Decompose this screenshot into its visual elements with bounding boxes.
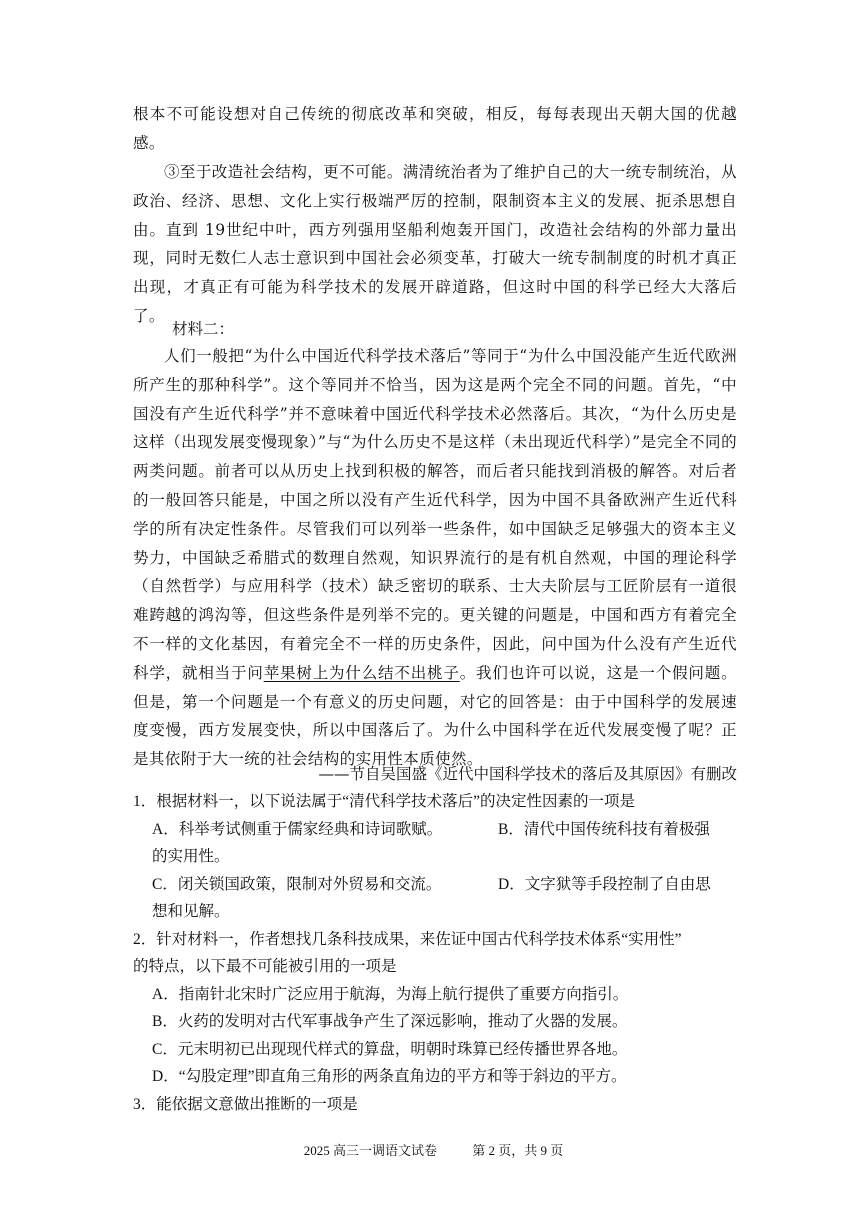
material-two-body (133, 342, 737, 774)
footer-exam-title: 2025 高三一调语文试卷 (303, 1143, 437, 1158)
question-3-stem: 3．能依据文意做出推断的一项是 (133, 1096, 358, 1113)
question-1-option-b: B．清代中国传统科技有着极强 (498, 821, 710, 838)
material-two-underlined-phrase: 苹果树上为什么结不出桃子 (263, 663, 460, 682)
question-2-option-b: B．火药的发明对古代军事战争产生了深远影响，推动了火器的发展。 (152, 1013, 628, 1030)
material-one-paragraph-tail: 根本不可能设想对自己传统的彻底改革和突破，相反，每每表现出天朝大国的优越感。 (133, 105, 737, 152)
question-2-stem: 2．针对材料一，作者想找几条科技成果，来佐证中国古代科学技术体系“实用性” (133, 931, 682, 948)
material-two-body-before: 人们一般把“为什么中国近代科学技术落后”等同于“为什么中国没能产生近代欧洲所产生的那种科学”。这个等同并不恰当，因为这是两个完全不同的问题。首先，“中国没有产生近代科学”并不意味着中国近代科学技术必然落后。其次，“为什么历史是这样（出现发展变慢现象）”与“为什么历史不是这样（未出现近代科学）”是完全不同的两类问题。前者可以从历史上找到积极的解答，而后者只能找到消极的解答。对后者的一般回答只能是，中国之所以没有产生近代科学，因为中国不具备欧洲产生近代科学的所有决定性条件。尽管我们可以列举一些条件，如中国缺乏足够强大的资本主义势力，中国缺乏希腊式的数理自然观，知识界流行的是有机自然观，中国的理论科学（自然哲学）与应用科学（技术）缺乏密切的联系、士大夫阶层与工匠阶层有一道很难跨越的鸿沟等，但这些条件是列举不完的。更关键的问题是，中国和西方有着完全不一样的文化基因，有着完全不一样的历史条件，因此，问中国为什么没有产生近代科学，就相当于问 (133, 347, 737, 682)
question-2-option-a: A．指南针北宋时广泛应用于航海，为海上航行提供了重要方向指引。 (152, 986, 629, 1003)
question-1-option-c: C．闭关锁国政策，限制对外贸易和交流。 (152, 876, 442, 893)
material-two-label: 材料二： (172, 320, 235, 338)
question-2-option-c: C．元末明初已出现现代样式的算盘，明朝时珠算已经传播世界各地。 (152, 1041, 628, 1058)
question-2-option-d: D．“勾股定理”即直角三角形的两条直角边的平方和等于斜边的平方。 (152, 1068, 627, 1085)
material-two-body-after: 。我们也许可以说，这是一个假问题。但是，第一个问题是一个有意义的历史问题，对它的回答是：由于中国科学的发展速度变慢，西方发展变快，所以中国落后了。为什么中国科学在近代发展变慢了呢？正是其依附于大一统的社会结构的实用性本质使然。 (133, 663, 737, 769)
question-1-option-b-cont: 的实用性。 (152, 848, 230, 865)
question-1-option-d: D．文字狱等手段控制了自由思 (498, 876, 711, 893)
material-one-paragraph-3: ③至于改造社会结构，更不可能。满清统治者为了维护自己的大一统专制统治，从政治、经济、思想、文化上实行极端严厉的控制，限制资本主义的发展、扼杀思想自由。直到 19世纪中叶，西方列强用坚船利炮轰开国门，改造社会结构的外部力量出现，同时无数仁人志士意识到中国社会必须变革，打破大一统专制制度的时机才真正出现，才真正有可能为科学技术的发展开辟道路，但这时中国的科学已经大大落后了。 (133, 163, 737, 325)
page-footer (0, 1140, 867, 1159)
question-2-stem-cont: 的特点，以下最不可能被引用的一项是 (133, 958, 397, 975)
material-two-source: ——节自吴国盛《近代中国科学技术的落后及其原因》有删改 (318, 765, 737, 783)
question-1-stem: 1．根据材料一，以下说法属于“清代科学技术落后”的决定性因素的一项是 (133, 793, 636, 810)
question-1-option-d-cont: 想和见解。 (152, 903, 230, 920)
question-1-option-a: A．科举考试侧重于儒家经典和诗词歌赋。 (152, 821, 443, 838)
footer-page-number: 第 2 页，共 9 页 (472, 1143, 564, 1158)
